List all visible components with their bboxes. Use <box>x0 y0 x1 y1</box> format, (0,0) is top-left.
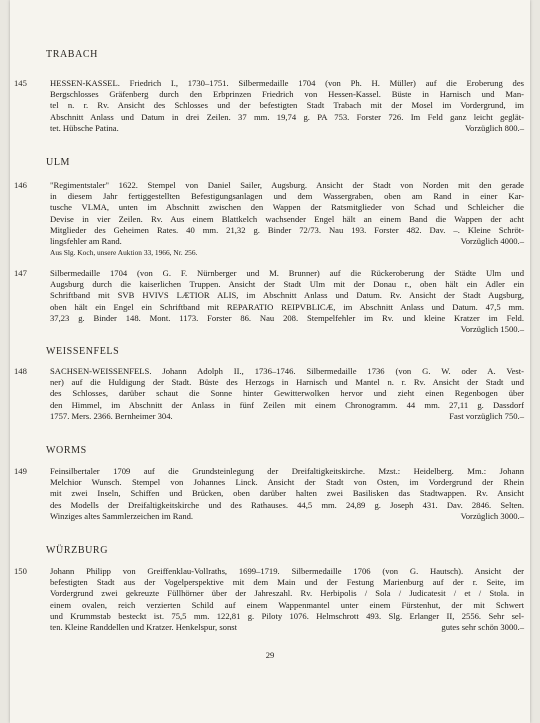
text-line: "Regimentstaler" 1622. Stempel von Daniel Sailer, Augsburg. Ansicht der Stadt von Norden mit den gerade <box>50 180 524 190</box>
text-line: Vordergrund zwei gekreuzte Füllhörner über der Jahreszahl. Rv. Herbipolis / Sola / Judicatesit / et / Stola. in <box>50 588 524 599</box>
text-line-end: 1757. Mers. 2366. Bernheimer 304. <box>50 410 173 421</box>
lot-number: 145 <box>14 78 27 88</box>
page-number: 29 <box>265 650 275 660</box>
text-line: Bergschlosses Gräfenberg durch den Erbprinzen Friedrich von Hessen-Kassel. Büste in Harnisch und Man- <box>50 89 524 100</box>
text-line <box>50 622 524 633</box>
text-line: den Himmel, im Abschnitt der Anlass in fünf Zeilen mit einem Chronogramm. 44 mm. 27,11 g. Dassdorf <box>50 399 524 410</box>
text-line-end: lingsfehler am Rand. <box>50 235 122 246</box>
text-line: Feinsilbertaler 1709 auf die Grundsteinlegung der Dreifaltigkeitskirche. Mzst.: Heidelberg. Mm.: Johann <box>50 466 524 476</box>
text-line: Johann Philipp von Greiffenklau-Vollraths, 1699–1719. Silbermedaille 1706 (von G. Hautsch). Ansicht der <box>50 566 524 576</box>
text-line <box>50 324 524 335</box>
text-line: des Schlosses, darüber schaut die Sonne hinter Gewitterwolken hervor und zieht einen Regenbogen über <box>50 388 524 399</box>
lot-description <box>50 566 524 633</box>
text-line: oben hält ein Engel ein Schriftband mit REPARATIO REIPVBLICÆ, im Abschnitt Anlass und Datum. 47,5 mm. <box>50 301 524 312</box>
provenance-note: Aus Slg. Koch, unsere Auktion 33, 1966, Nr. 256. <box>50 248 198 258</box>
text-line <box>50 511 524 522</box>
section-heading-trabach: TRABACH <box>46 49 98 60</box>
text-line: befestigten Stadt aus der Vogelperspektive mit dem Main und der Festung Marienburg auf der r. Seite, im <box>50 577 524 588</box>
text-line <box>50 236 524 247</box>
grade-price: Vorzüglich 4000.– <box>460 235 524 246</box>
lot-description <box>50 180 524 258</box>
text-line: Mitglieder des Geheimen Rates. 40 mm. 21,32 g. Binder 72/73. Nau 193. Forster 482. Dav. –. Kleine Schröt- <box>50 224 524 235</box>
lot-number: 149 <box>14 466 27 476</box>
text-line: mit zwei Inseln, Schiffen und Brücken, oben darüber halten zwei Basilisken das Stadtwappen. Rv. Ansicht <box>50 488 524 499</box>
grade-price: Vorzüglich 1500.– <box>460 323 524 334</box>
grade-price: gutes sehr schön 3000.– <box>441 621 524 632</box>
text-line-end: Winziges altes Sammlerzeichen im Rand. <box>50 510 194 521</box>
text-line: Melchior Wunsch. Stempel von Johannes Linck. Ansicht der Stadt von Osten, im Vordergrund der Rhein <box>50 477 524 488</box>
text-line: Abschnitt Anlass und Datum in drei Zeilen. 37 mm. 19,74 g. PA 753. Forster 726. Im Feld ganz leicht geglät- <box>50 111 524 122</box>
section-heading-ulm: ULM <box>46 157 71 168</box>
lot-description <box>50 78 524 134</box>
text-line: SACHSEN-WEISSENFELS. Johann Adolph II., 1736–1746. Silbermedaille 1736 (von G. W. oder A. Vest- <box>50 366 524 376</box>
text-line: tel n. r. Rv. Ansicht des Schlosses und der befestigten Stadt Trabach mit der Mosel im Vordergrund, im <box>50 100 524 111</box>
text-line: und Krummstab besteckt ist. 75,5 mm. 122,81 g. Piloty 1076. Helmschrott 493. Slg. Erlanger II, 2556. Sehr sel- <box>50 610 524 621</box>
text-line-end: tet. Hübsche Patina. <box>50 122 119 133</box>
text-line: HESSEN-KASSEL. Friedrich I., 1730–1751. Silbermedaille 1704 (von Ph. H. Müller) auf die Eroberung des <box>50 78 524 88</box>
section-heading-wuerzburg: WÜRZBURG <box>46 545 109 556</box>
lot-description <box>50 268 524 335</box>
lot-number: 150 <box>14 566 27 576</box>
lot-number: 146 <box>14 180 27 190</box>
text-line: 37,23 g. Binder 148. Mont. 1173. Forster 86. Nau 208. Stempelfehler im Rv. und kleine Kratzer im Feld. <box>50 312 524 323</box>
text-line: einem ovalen, reich verzierten Schild auf einem Wappenmantel unter einem Fürstenhut, der mit Schwert <box>50 599 524 610</box>
text-line: Silbermedaille 1704 (von G. F. Nürnberger und M. Brunner) auf die Rückeroberung der Städte Ulm und <box>50 268 524 278</box>
lot-description <box>50 366 524 422</box>
lot-number: 147 <box>14 268 27 278</box>
text-line <box>50 123 524 134</box>
lot-number: 148 <box>14 366 27 376</box>
text-line: tusche VLMA, unten im Abschnitt zwischen den Wappen der Ratsmitglieder von Schad und Schleicher die <box>50 202 524 213</box>
grade-price: Fast vorzüglich 750.– <box>449 410 524 421</box>
text-line: des Modells der Dreifaltigkeitskirche und des Rathauses. 44,5 mm. 24,89 g. Joseph 431. Dav. 2846. Selten. <box>50 499 524 510</box>
grade-price: Vorzüglich 3000.– <box>460 510 524 521</box>
lot-description <box>50 466 524 522</box>
section-heading-worms: WORMS <box>46 445 87 456</box>
text-line: in diesem Jahr fertiggestellten Befestigungsanlagen und dem Wassergraben, oben am Rand in einer Kar- <box>50 191 524 202</box>
section-heading-weissenfels: WEISSENFELS <box>46 346 120 357</box>
text-line <box>50 411 524 422</box>
text-line: Schriftband mit SVB HVIVS LÆTIOR ALIS, im Abschnitt Anlass und Datum. Rv. Ansicht der Stadt Augsburg, <box>50 290 524 301</box>
text-line: Devise in vier Zeilen. Rv. Aus einem Blattkelch wachsender Engel hält an einem Band die Wappen der acht <box>50 213 524 224</box>
text-line: Augsburg durch die kaiserlichen Truppen. Ansicht der Stadt Ulm mit der Donau r., oben hält ein Adler ein <box>50 279 524 290</box>
text-line: ner) auf die Huldigung der Stadt. Büste des Herzogs in Harnisch und Mantel n. r. Rv. Ansicht der Stadt und <box>50 377 524 388</box>
text-line-end: ten. Kleine Randdellen und Kratzer. Henkelspur, sonst <box>50 621 237 632</box>
grade-price: Vorzüglich 800.– <box>464 122 524 133</box>
catalogue-page <box>10 0 530 723</box>
